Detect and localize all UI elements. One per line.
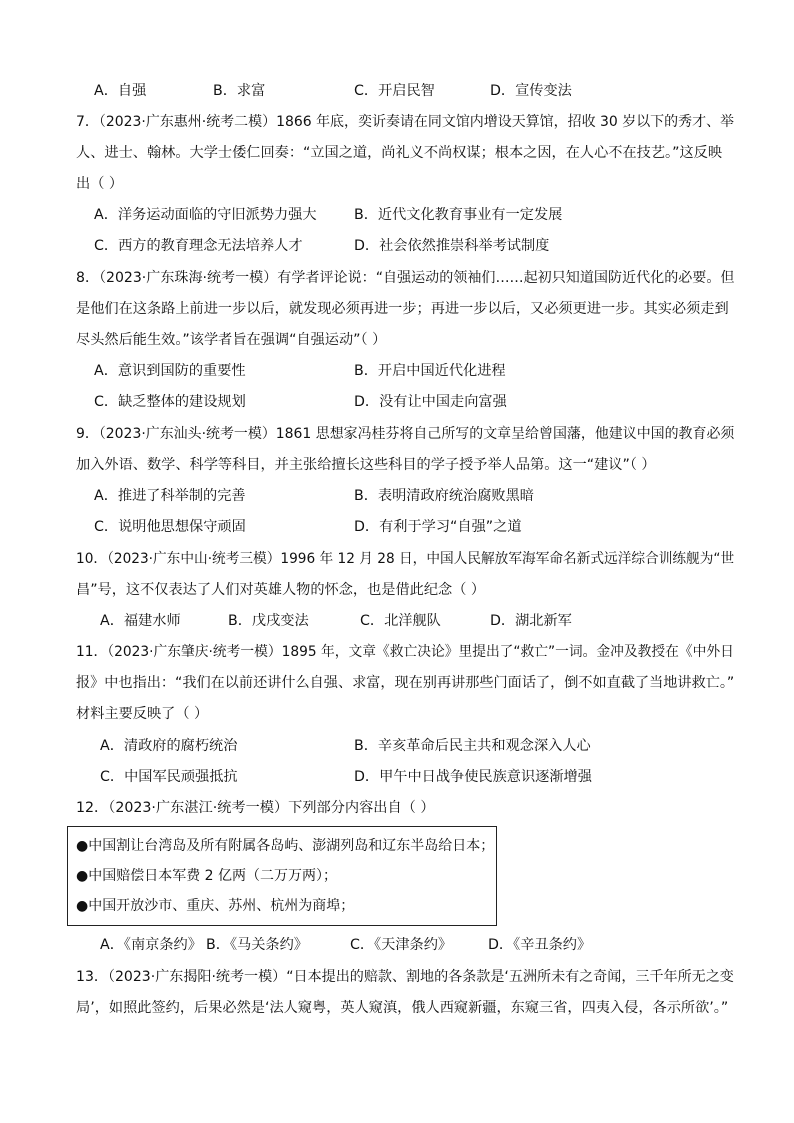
q9-option-d: D．有利于学习“自强”之道 <box>354 519 522 535</box>
q8-stem-line: 是他们在这条路上前进一步以后，就发现必须再进一步；再进一步以后，又必须更进一步。其实必须走到 <box>76 301 729 317</box>
q8-option-a: A．意识到国防的重要性 <box>94 363 246 379</box>
q7-stem-line: 人、进士、翰林。大学士倭仁回奏：“立国之道，尚礼义不尚权谋；根本之因，在人心不在技艺。”这反映 <box>76 145 723 161</box>
q13-stem-line: 局’，如照此签约，后果必然是‘法人窥粤，英人窥滇，俄人西窥新疆，东窥三省，四夷入侵，各示所欲’。” <box>76 1000 729 1016</box>
q9-option-b: B．表明清政府统治腐败黑暗 <box>354 488 534 504</box>
q7-option-b: B．近代文化教育事业有一定发展 <box>354 207 563 223</box>
q8-option-c: C．缺乏整体的建设规划 <box>94 394 246 410</box>
q11-option-b: B．辛亥革命后民主共和观念深入人心 <box>354 738 591 754</box>
q7-stem-line: 7．（2023·广东惠州·统考二模）1866 年底，奕䜣奏请在同文馆内增设天算馆，招收 30 岁以下的秀才、举 <box>76 114 735 130</box>
q8-stem-line: 8．（2023·广东珠海·统考一模）有学者评论说：“自强运动的领袖们……起初只知道国防近代化的必要。但 <box>76 270 735 286</box>
q10-option-b: B．戊戌变法 <box>228 613 309 629</box>
q13-stem-line: 13．（2023·广东揭阳·统考一模）“日本提出的赔款、割地的各条款是‘五洲所未有之奇闻，三千年所无之变 <box>76 969 734 985</box>
q12-material-line: ●中国割让台湾岛及所有附属各岛屿、澎湖列岛和辽东半岛给日本； <box>76 838 495 854</box>
q10-option-c: C．北洋舰队 <box>360 613 441 629</box>
q6-option-d: D．宣传变法 <box>490 83 572 99</box>
q9-option-a: A．推进了科举制的完善 <box>94 488 246 504</box>
q7-stem-line: 出（ ） <box>76 176 124 192</box>
q8-option-b: B．开启中国近代化进程 <box>354 363 506 379</box>
q9-stem-line: 加入外语、数学、科学等科目，并主张给擅长这些科目的学子授予举人品第。这一“建议”（ ） <box>76 457 656 473</box>
q7-option-a: A．洋务运动面临的守旧派势力强大 <box>94 207 317 223</box>
q10-option-a: A．福建水师 <box>100 613 181 629</box>
q6-option-a: A．自强 <box>94 83 147 99</box>
q6-option-b: B．求富 <box>213 83 266 99</box>
q10-stem-line: 10．（2023·广东中山·统考三模）1996 年 12 月 28 日，中国人民解放军海军命名新式远洋综合训练舰为“世 <box>76 551 735 567</box>
q11-option-d: D．甲午中日战争使民族意识逐渐增强 <box>354 769 592 785</box>
q11-stem-line: 报》中也指出：“我们在以前还讲什么自强、求富，现在别再讲那些门面话了，倒不如直截了当地讲救亡。” <box>76 675 735 691</box>
q11-option-a: A．清政府的腐朽统治 <box>100 738 238 754</box>
q11-option-c: C．中国军民顽强抵抗 <box>100 769 238 785</box>
q12-option-c: C．《天津条约》 <box>350 937 453 953</box>
q12-option-a: A．《南京条约》 <box>100 937 202 953</box>
q11-stem-line: 11．（2023·广东肇庆·统考一模）1895 年，文章《救亡决论》里提出了“救亡”一词。金冲及教授在《中外日 <box>76 644 734 660</box>
q12-material-line: ●中国赔偿日本军费 2 亿两（二万万两）； <box>76 868 338 884</box>
q8-option-d: D．没有让中国走向富强 <box>354 394 507 410</box>
q10-stem-line: 昌”号，这不仅表达了人们对英雄人物的怀念，也是借此纪念（ ） <box>76 582 486 598</box>
q9-option-c: C．说明他思想保守顽固 <box>94 519 246 535</box>
q12-option-d: D．《辛丑条约》 <box>488 937 592 953</box>
q12-material-line: ●中国开放沙市、重庆、苏州、杭州为商埠； <box>76 898 355 914</box>
q6-option-c: C．开启民智 <box>354 83 435 99</box>
q12-option-b: B．《马关条约》 <box>206 937 308 953</box>
q11-stem-line: 材料主要反映了（ ） <box>76 706 209 722</box>
q12-stem-line: 12．（2023·广东湛江·统考一模）下列部分内容出自（ ） <box>76 800 435 816</box>
q10-option-d: D．湖北新军 <box>490 613 572 629</box>
q8-stem-line: 尽头然后能生效。”该学者旨在强调“自强运动”（ ） <box>76 332 387 348</box>
q9-stem-line: 9．（2023·广东汕头·统考一模）1861 思想家冯桂芬将自己所写的文章呈给曾国藩，他建议中国的教育必须 <box>76 426 735 442</box>
q12-material-box <box>67 826 497 926</box>
q7-option-d: D．社会依然推崇科举考试制度 <box>354 238 550 254</box>
q7-option-c: C．西方的教育理念无法培养人才 <box>94 238 303 254</box>
